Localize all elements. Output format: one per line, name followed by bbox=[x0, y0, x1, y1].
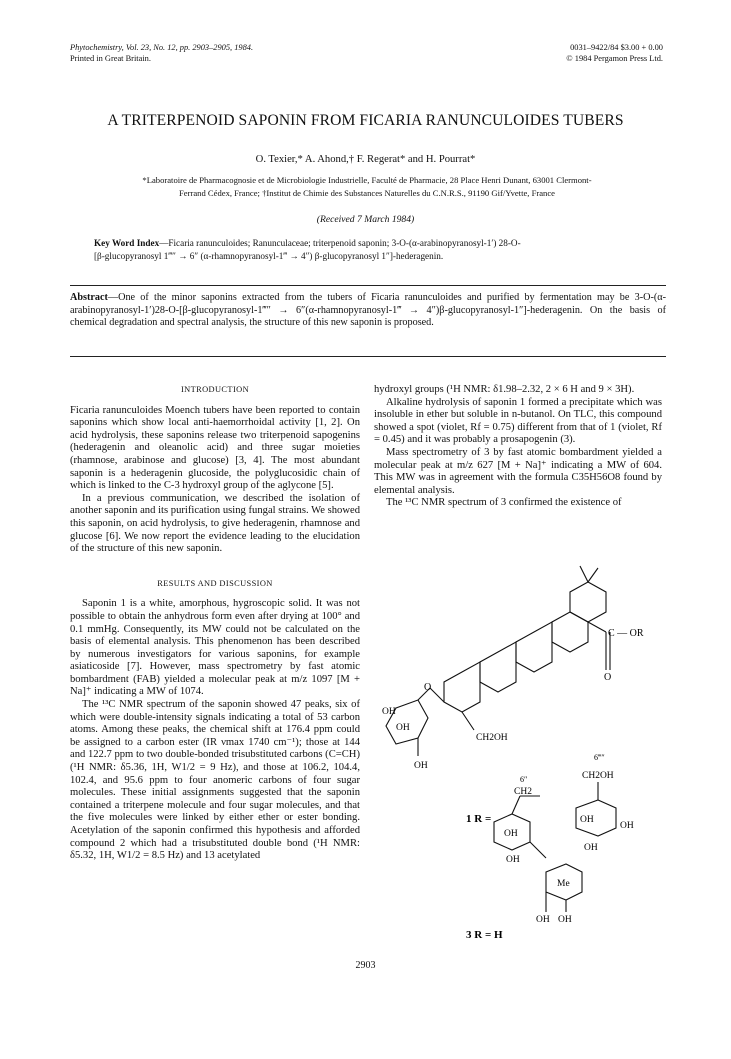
right-paragraph-1: Alkaline hydrolysis of saponin 1 formed a precipitate which was insoluble in ether but soluble in n-butanol. On TLC, this compound showed a spot (violet, Rf = 0.75) different from that of 1 (violet, Rf = 0.45) and it was probably a prosapogenin (3). bbox=[374, 396, 662, 446]
sugar-oh-a: OH bbox=[504, 829, 518, 839]
rhamnose-oh-1: OH bbox=[536, 915, 550, 925]
intro-paragraph-1: Ficaria ranunculoides Moench tubers have been reported to contain saponins which show local anti-haemorrhoidal activity [1, 2]. On acid hydrolysis, these saponins release two triterpenoid sapogenins (hederagenin and oleanolic acid) and three sugar moieties (rhamnose, arabinose and glucose) [3, 4]. The most abundant saponin is a hederagenin glucoside, the polyglucosidic chain of which is linked to the C-3 hydroxyl group of the aglycone [5]. bbox=[70, 404, 360, 492]
page-number: 2903 bbox=[355, 960, 376, 971]
results-paragraph-2: The ¹³C NMR spectrum of the saponin showed 47 peaks, six of which were double-intensity signals indicating a total of 53 carbon atoms. Among these peaks, the chemical shift at 176.4 ppm could be assigned to a carbon ester (IR νmax 1740 cm⁻¹); those at 144 and 122.7 ppm to two double-bonded trisubstituted carbons (C=CH) (¹H NMR: δ5.36, 1H, W1/2 = 9 Hz), and those at 106.2, 104.4, 102.4, and 95.6 ppm to four anomeric carbons of four sugar molecules. These initial assignments suggested that the saponin contained a triterpene molecule and four sugar molecules, and that the five molecules were linked by either ether or ester bonding. Acetylation of the saponin confirmed this hypothesis and afforded compound 2 which had a trisubstituted double bond (¹H NMR: δ5.32, 1H, W1/2 = 8.5 Hz) and 13 acetylated bbox=[70, 699, 360, 862]
carbonyl-o-label: O bbox=[604, 672, 612, 683]
glc-ch2oh-label: CH2OH bbox=[582, 771, 614, 781]
received-date: (Received 7 March 1984) bbox=[316, 214, 415, 225]
sugar-oh-c: OH bbox=[580, 815, 594, 825]
journal-citation bbox=[70, 42, 253, 64]
right-column bbox=[374, 384, 662, 510]
key-words-label: Key Word Index bbox=[94, 238, 160, 248]
divider-bottom bbox=[70, 356, 666, 357]
journal-line: Phytochemistry, Vol. 23, No. 12, pp. 2903–2905, 1984. bbox=[70, 43, 254, 52]
c6-label: 6″ bbox=[520, 775, 528, 784]
abstract bbox=[70, 292, 666, 330]
authors: O. Texier,* A. Ahond,† F. Regerat* and H. Pourrat* bbox=[255, 154, 476, 165]
sugar-oh-d: OH bbox=[620, 821, 634, 831]
right-paragraph-2: Mass spectrometry of 3 by fast atomic bombardment yielded a molecular peak at m/z 627 [M + Na]⁺ indicating a MW of 604. This MW was in agreement with the formula C35H56O8 found by elemental analysis. bbox=[374, 446, 662, 496]
arabinose-oh-2: OH bbox=[396, 723, 410, 733]
intro-paragraph-2: In a previous communication, we described the isolation of another saponin and its purification using fungal strains. We showed this saponin, on acid hydrolysis, to give hederagenin, rhamnose and glucose [6]. We now report the evidence leading to the elucidation of the structure of this new saponin. bbox=[70, 492, 360, 555]
arabinose-oh-1: OH bbox=[382, 707, 396, 717]
printed-line: Printed in Great Britain. bbox=[70, 54, 151, 63]
key-word-index bbox=[94, 237, 642, 263]
glc6-label: 6‴″ bbox=[594, 753, 605, 762]
compound-1-label: 1 R = bbox=[466, 813, 492, 825]
ch2oh-label: CH2OH bbox=[476, 733, 508, 743]
copyright-line: © 1984 Pergamon Press Ltd. bbox=[566, 54, 663, 63]
compound-3-label: 3 R = H bbox=[466, 929, 503, 941]
affiliation-line-1: *Laboratoire de Pharmacognosie et de Microbiologie Industrielle, Faculté de Pharmacie, 28 Place Henri Dunant, 63001 Clermont- bbox=[142, 175, 592, 185]
sugar-oh-e: OH bbox=[584, 843, 598, 853]
arabinose-oh-3: OH bbox=[414, 761, 428, 771]
results-heading: RESULTS AND DISCUSSION bbox=[157, 578, 273, 588]
ch2-label: CH2 bbox=[514, 787, 532, 797]
results-paragraph-1: Saponin 1 is a white, amorphous, hygroscopic solid. It was not possible to obtain the anhydrous form even after drying at 100° and 0.1 mmHg. Consequently, its MW could not be calculated on the basis of elemental analysis. This phenomenon has been described by numerous investigators for various saponins, for example asiaticoside [7]. However, mass spectrometry by fast atomic bombardment (FAB) yielded a molecular peak at m/z 1097 [M + Na]⁺ indicating a MW of 1074. bbox=[70, 598, 360, 698]
rhamnose-oh-2: OH bbox=[558, 915, 572, 925]
article-title: A TRITERPENOID SAPONIN FROM FICARIA RANUNCULOIDES TUBERS bbox=[107, 112, 624, 129]
divider-top bbox=[70, 285, 666, 286]
right-paragraph-0: hydroxyl groups (¹H NMR: δ1.98–2.32, 2 × 6 H and 9 × 3H). bbox=[374, 384, 635, 395]
key-words-line-1: —Ficaria ranunculoides; Ranunculaceae; triterpenoid saponin; 3-O-(α-arabinopyranosyl-1′) 28-O- bbox=[159, 238, 521, 248]
affiliation-line-2: Ferrand Cédex, France; †Institut de Chimie des Substances Naturelles du C.N.R.S., 91190 Gif/Yvette, France bbox=[179, 188, 555, 198]
abstract-label: Abstract bbox=[70, 292, 108, 303]
abstract-text: —One of the minor saponins extracted from the tubers of Ficaria ranunculoides and purified by fermentation may be 3-O-(α-arabinopyranosyl-1′)28-O-[β-glucopyranosyl-1‴″ → 6″(α-rhamnopyranosyl-1‴ → 4″)β-glucopyranosyl-1″]-hederagenin. On the basis of chemical degradation and spectral analysis, the structure of this new saponin is proposed. bbox=[70, 292, 666, 329]
introduction-heading: INTRODUCTION bbox=[180, 385, 250, 394]
key-words-line-2: [β-glucopyranosyl 1‴″ → 6″ (α-rhamnopyranosyl-1‴ → 4″) β-glucopyranosyl 1″]-hederagenin. bbox=[94, 251, 444, 261]
code-line: 0031–9422/84 $3.00 + 0.00 bbox=[570, 43, 663, 52]
glycosidic-o-label: O bbox=[424, 682, 432, 693]
sugar-oh-b: OH bbox=[506, 855, 520, 865]
copyright-block bbox=[566, 42, 663, 64]
saponin-structure-diagram bbox=[370, 560, 670, 945]
ester-label: C — OR bbox=[608, 628, 644, 639]
affiliations bbox=[70, 174, 664, 200]
methyl-label: Me bbox=[557, 879, 570, 889]
left-column bbox=[70, 384, 360, 863]
right-paragraph-3: The ¹³C NMR spectrum of 3 confirmed the existence of bbox=[386, 497, 622, 509]
